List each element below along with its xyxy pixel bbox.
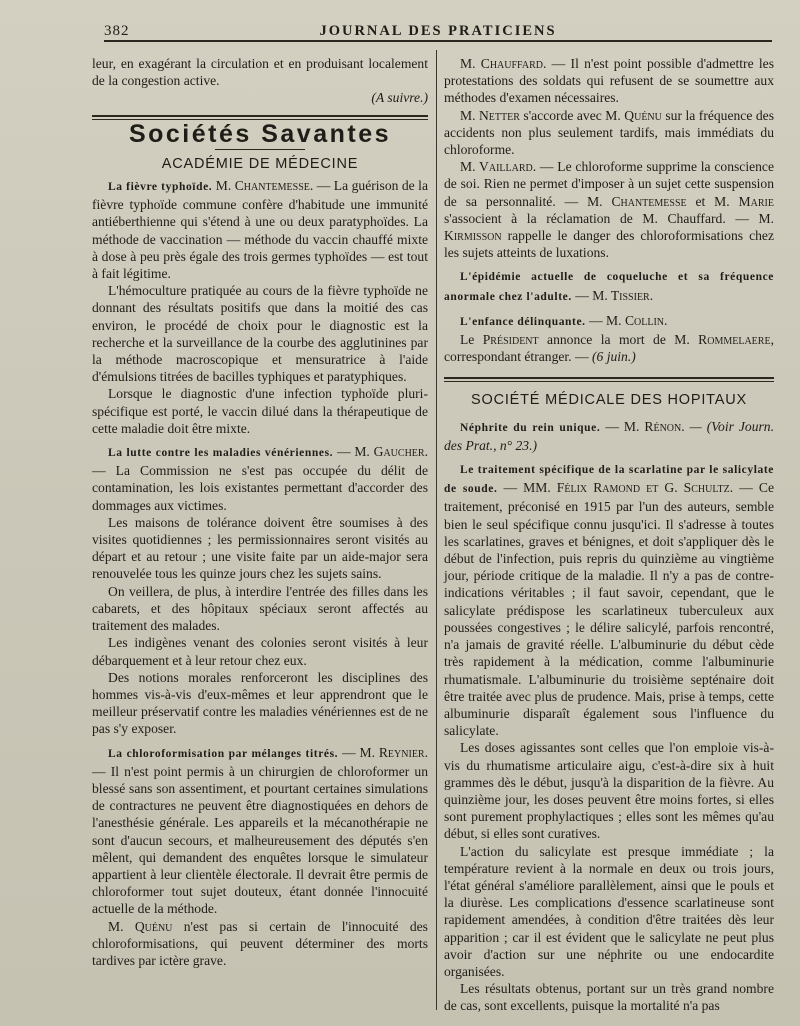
- running-head: [104, 14, 772, 42]
- venereal-paragraph-5: Des notions morales renforceront les disciplines des hommes vis-à-vis d'eux-mêmes et leur apprendront que le meilleur préservatif contre les maladies vénériennes est de ne pas s'y exposer.: [92, 669, 428, 737]
- chauffard-paragraph: [444, 55, 774, 107]
- typhoid-paragraph-2: L'hémoculture pratiquée au cours de la fièvre typhoïde ne donnant des résultats positifs que dans la moitié des cas environ, le procédé de choix pour le diagnostic est la recherche et la surveillance de la courbe des agglutinines par la méthode macroscopique et mensuratrice à l'aide d'émulsions titrées de bacilles typhiques et paratyphiques.: [92, 283, 428, 385]
- netter-author: M. Netter: [460, 107, 520, 123]
- president-paragraph: [444, 331, 774, 365]
- typhoid-text-1: — La guérison de la fièvre typhoïde commune confère d'habitude une immunité antiéberthienne qui s'étend à une ou deux paratyphoïdes. La méthode de vaccination — méthode du vaccin chauffé mixte à dose à peu près égale des trois germes typhoïdes — est tout à fait légitime.: [92, 178, 428, 282]
- typhoid-author: M. Chantemesse.: [215, 178, 314, 194]
- quenu-author-2: Quénu: [624, 107, 662, 123]
- chloroform-author: — M. Reynier.: [342, 744, 428, 760]
- rommelaere-name: Rommelaere: [698, 332, 771, 348]
- marie-author: Marie: [738, 193, 774, 209]
- title-rule: [215, 149, 305, 150]
- delinquency-rubric: L'enfance délinquante.: [460, 315, 586, 328]
- venereal-rubric: La lutte contre les maladies vénériennes.: [108, 447, 334, 460]
- column-divider: [436, 50, 437, 1010]
- chloroform-paragraph-1: [92, 744, 428, 918]
- venereal-text-1: — La Commission ne s'est pas occupée du délit de contamination, les lois existantes permettant d'accorder des dommages aux victimes.: [92, 463, 428, 513]
- vaillard-text-2: et M.: [695, 193, 730, 209]
- section-rule-2: [444, 377, 774, 382]
- vaillard-text-3: s'associent à la réclamation de M. Chauffard. — M.: [444, 210, 774, 226]
- vaillard-text-1: — Le chloroforme supprime la conscience de soi. Rien ne permet d'imposer à un sujet cette suspension de sa personnalité. — M.: [444, 159, 774, 209]
- venereal-paragraph-2: Les maisons de tolérance doivent être soumises à des visites quotidiennes ; les permissionnaires seront visités au départ et au retour ; une visite faite par un aide-major sera renouvelée tous les quinze jours chez les sujets sains.: [92, 514, 428, 582]
- chantemesse-author: Chantemesse: [611, 193, 687, 209]
- chauffard-text: — Il n'est point possible d'admettre les protestations des soldats qui refusent de se soumettre aux méthodes d'examen nécessaires.: [444, 56, 774, 106]
- chloroform-rubric: La chloroformisation par mélanges titrés.: [108, 747, 339, 760]
- delinquency-author: — M. Collin.: [589, 312, 668, 328]
- nephritis-reference: — (Voir Journ. des Prat., n° 23.): [444, 418, 774, 453]
- nephritis-rubric: Néphrite du rein unique.: [460, 421, 601, 434]
- right-column: [444, 55, 774, 1015]
- typhoid-paragraph-1: [92, 177, 428, 282]
- intro-paragraph: leur, en exagérant la circulation et en produisant localement de la congestion active.: [92, 56, 428, 89]
- typhoid-rubric: La fièvre typhoïde.: [108, 181, 213, 194]
- chloroform-text-2: n'est pas si certain de l'innocuité des chloroformisations, qui peuvent déterminer des morts tardives par ictère grave.: [92, 918, 428, 968]
- pertussis-author: — M. Tissier.: [575, 287, 654, 303]
- scarlet-rubric: Le traitement spécifique de la scarlatine par le salicylate de soude.: [444, 464, 774, 496]
- scarlet-paragraph-4: Les résultats obtenus, portant sur un très grand nombre de cas, sont excellents, puisque la mortalité n'a pas: [444, 981, 774, 1014]
- vaillard-paragraph: [444, 158, 774, 261]
- netter-mid: s'accorde avec M.: [523, 107, 621, 123]
- chloroform-text-1: — Il n'est point permis à un chirurgien de chloroformer un blessé sans son assentiment, et pourtant certaines simulations de contractures ne peuvent être diagnostiquées en dehors de l'anesthésie générale. Les appareils et la mécanothérapie ne sont d'aucun secours, et malheureusement des députés s'en mêlent, qui demandent des enquêtes lorsque le simulateur appartient à leur clientèle électorale. Il devrait être permis de chloroformer tout sujet douteux, étant donnée l'innocuité actuelle de la méthode.: [92, 763, 428, 917]
- vaillard-author: M. Vaillard.: [460, 159, 537, 175]
- president-text-2: , correspondant étranger. —: [444, 332, 774, 365]
- scarlet-paragraph-2: Les doses agissantes sont celles que l'on emploie vis-à-vis du rhumatisme articulaire aigu, c'est-à-dire six à huit grammes dès le début, jusqu'à la disparition de la fièvre. Au quinzième jour, les doses peuvent être moins fortes, si elles sont purement prophylactiques ; elles sont les mêmes qu'au début, si elles sont curatives.: [444, 740, 774, 842]
- president-prefix: Le: [460, 332, 475, 348]
- chauffard-author: M. Chauffard.: [460, 56, 547, 71]
- nephritis-author: — M. Rénon.: [605, 418, 685, 434]
- kirmisson-author: Kirmisson: [444, 228, 502, 244]
- scarlet-paragraph-1: [444, 460, 774, 739]
- president-role: Président: [482, 332, 539, 348]
- journal-title: JOURNAL DES PRATICIENS: [319, 23, 557, 39]
- chloroform-paragraph-2: [92, 918, 428, 970]
- vaillard-text-4: rappelle le danger des chloroformisations chez les sujets atteints de luxations.: [444, 228, 774, 261]
- to-follow-note: (A suivre.): [371, 90, 428, 106]
- delinquency-paragraph: [444, 312, 774, 331]
- venereal-paragraph-1: [92, 443, 428, 514]
- typhoid-paragraph-3: Lorsque le diagnostic d'une infection typhoïde pluri-spécifique est porté, le vaccin dilué dans la thérapeutique de cette maladie doit être mixte.: [92, 386, 428, 436]
- netter-paragraph: [444, 107, 774, 159]
- section-title: Sociétés Savantes: [128, 119, 392, 148]
- session-date: (6 juin.): [591, 349, 636, 365]
- left-column: [92, 55, 428, 969]
- scarlet-paragraph-3: L'action du salicylate est presque immédiate ; la température revient à la normale en deux ou trois jours, l'état général s'améliore parallèlement, ainsi que le pouls et la diurèse. Les complications d'essence scarlatineuse sont rapidement amendées, à condition d'être traitées dès leur apparition ; car il est évident que le salicylate ne peut plus avoir d'action sur une néphrite ou une endocardite organisées.: [444, 843, 774, 979]
- venereal-paragraph-3: On veillera, de plus, à interdire l'entrée des filles dans les cabarets, et des hôpitaux spéciaux seront affectés au traitement des malades.: [92, 583, 428, 634]
- hospitals-title: SOCIÉTÉ MÉDICALE DES HOPITAUX: [471, 392, 747, 409]
- scarlet-author: — MM. Félix Ramond et G. Schultz.: [503, 480, 734, 496]
- pertussis-paragraph: [444, 267, 774, 305]
- academy-title: ACADÉMIE DE MÉDECINE: [161, 155, 359, 172]
- page-number: 382: [104, 23, 130, 39]
- section-rule: [92, 115, 428, 120]
- quenu-author: M. Quénu: [108, 918, 173, 934]
- venereal-paragraph-4: Les indigènes venant des colonies seront visités à leur débarquement et à leur retour chez eux.: [92, 635, 428, 668]
- president-text-1: annonce la mort de M.: [547, 332, 690, 348]
- scarlet-text-1: — Ce traitement, préconisé en 1915 par l'un des auteurs, semble bien le seul spécifique connu jusqu'ici. Il s'adresse à toutes les scarlatines, graves et bénignes, et doit s'appliquer dès le début de l'infection, puis repris du quinzième au vingtième jour, période critique de la maladie. Il n'y a pas de contre-indications véritables ; il faut savoir, cependant, que le salicylate prédispose les scarlatineux tuberculeux aux poussées congestives ; le délire salicylé, parfois rencontré, n'a jamais de gravité réelle. L'albuminurie du début cède très rapidement à la médication, comme l'albuminurie rhumatismale. L'albuminurie du troisième septénaire doit être traitée avec plus de prudence. Mais, prise à temps, cette albuminurie disparaît également sous l'influence du salicylate.: [444, 480, 774, 739]
- venereal-author: — M. Gaucher.: [336, 444, 428, 460]
- netter-text: sur la fréquence des accidents non plus seulement tardifs, mais immédiats du chloroforme.: [444, 107, 774, 158]
- pertussis-rubric: L'épidémie actuelle de coqueluche et sa fréquence anormale chez l'adulte.: [444, 271, 774, 303]
- nephritis-paragraph: [444, 418, 774, 454]
